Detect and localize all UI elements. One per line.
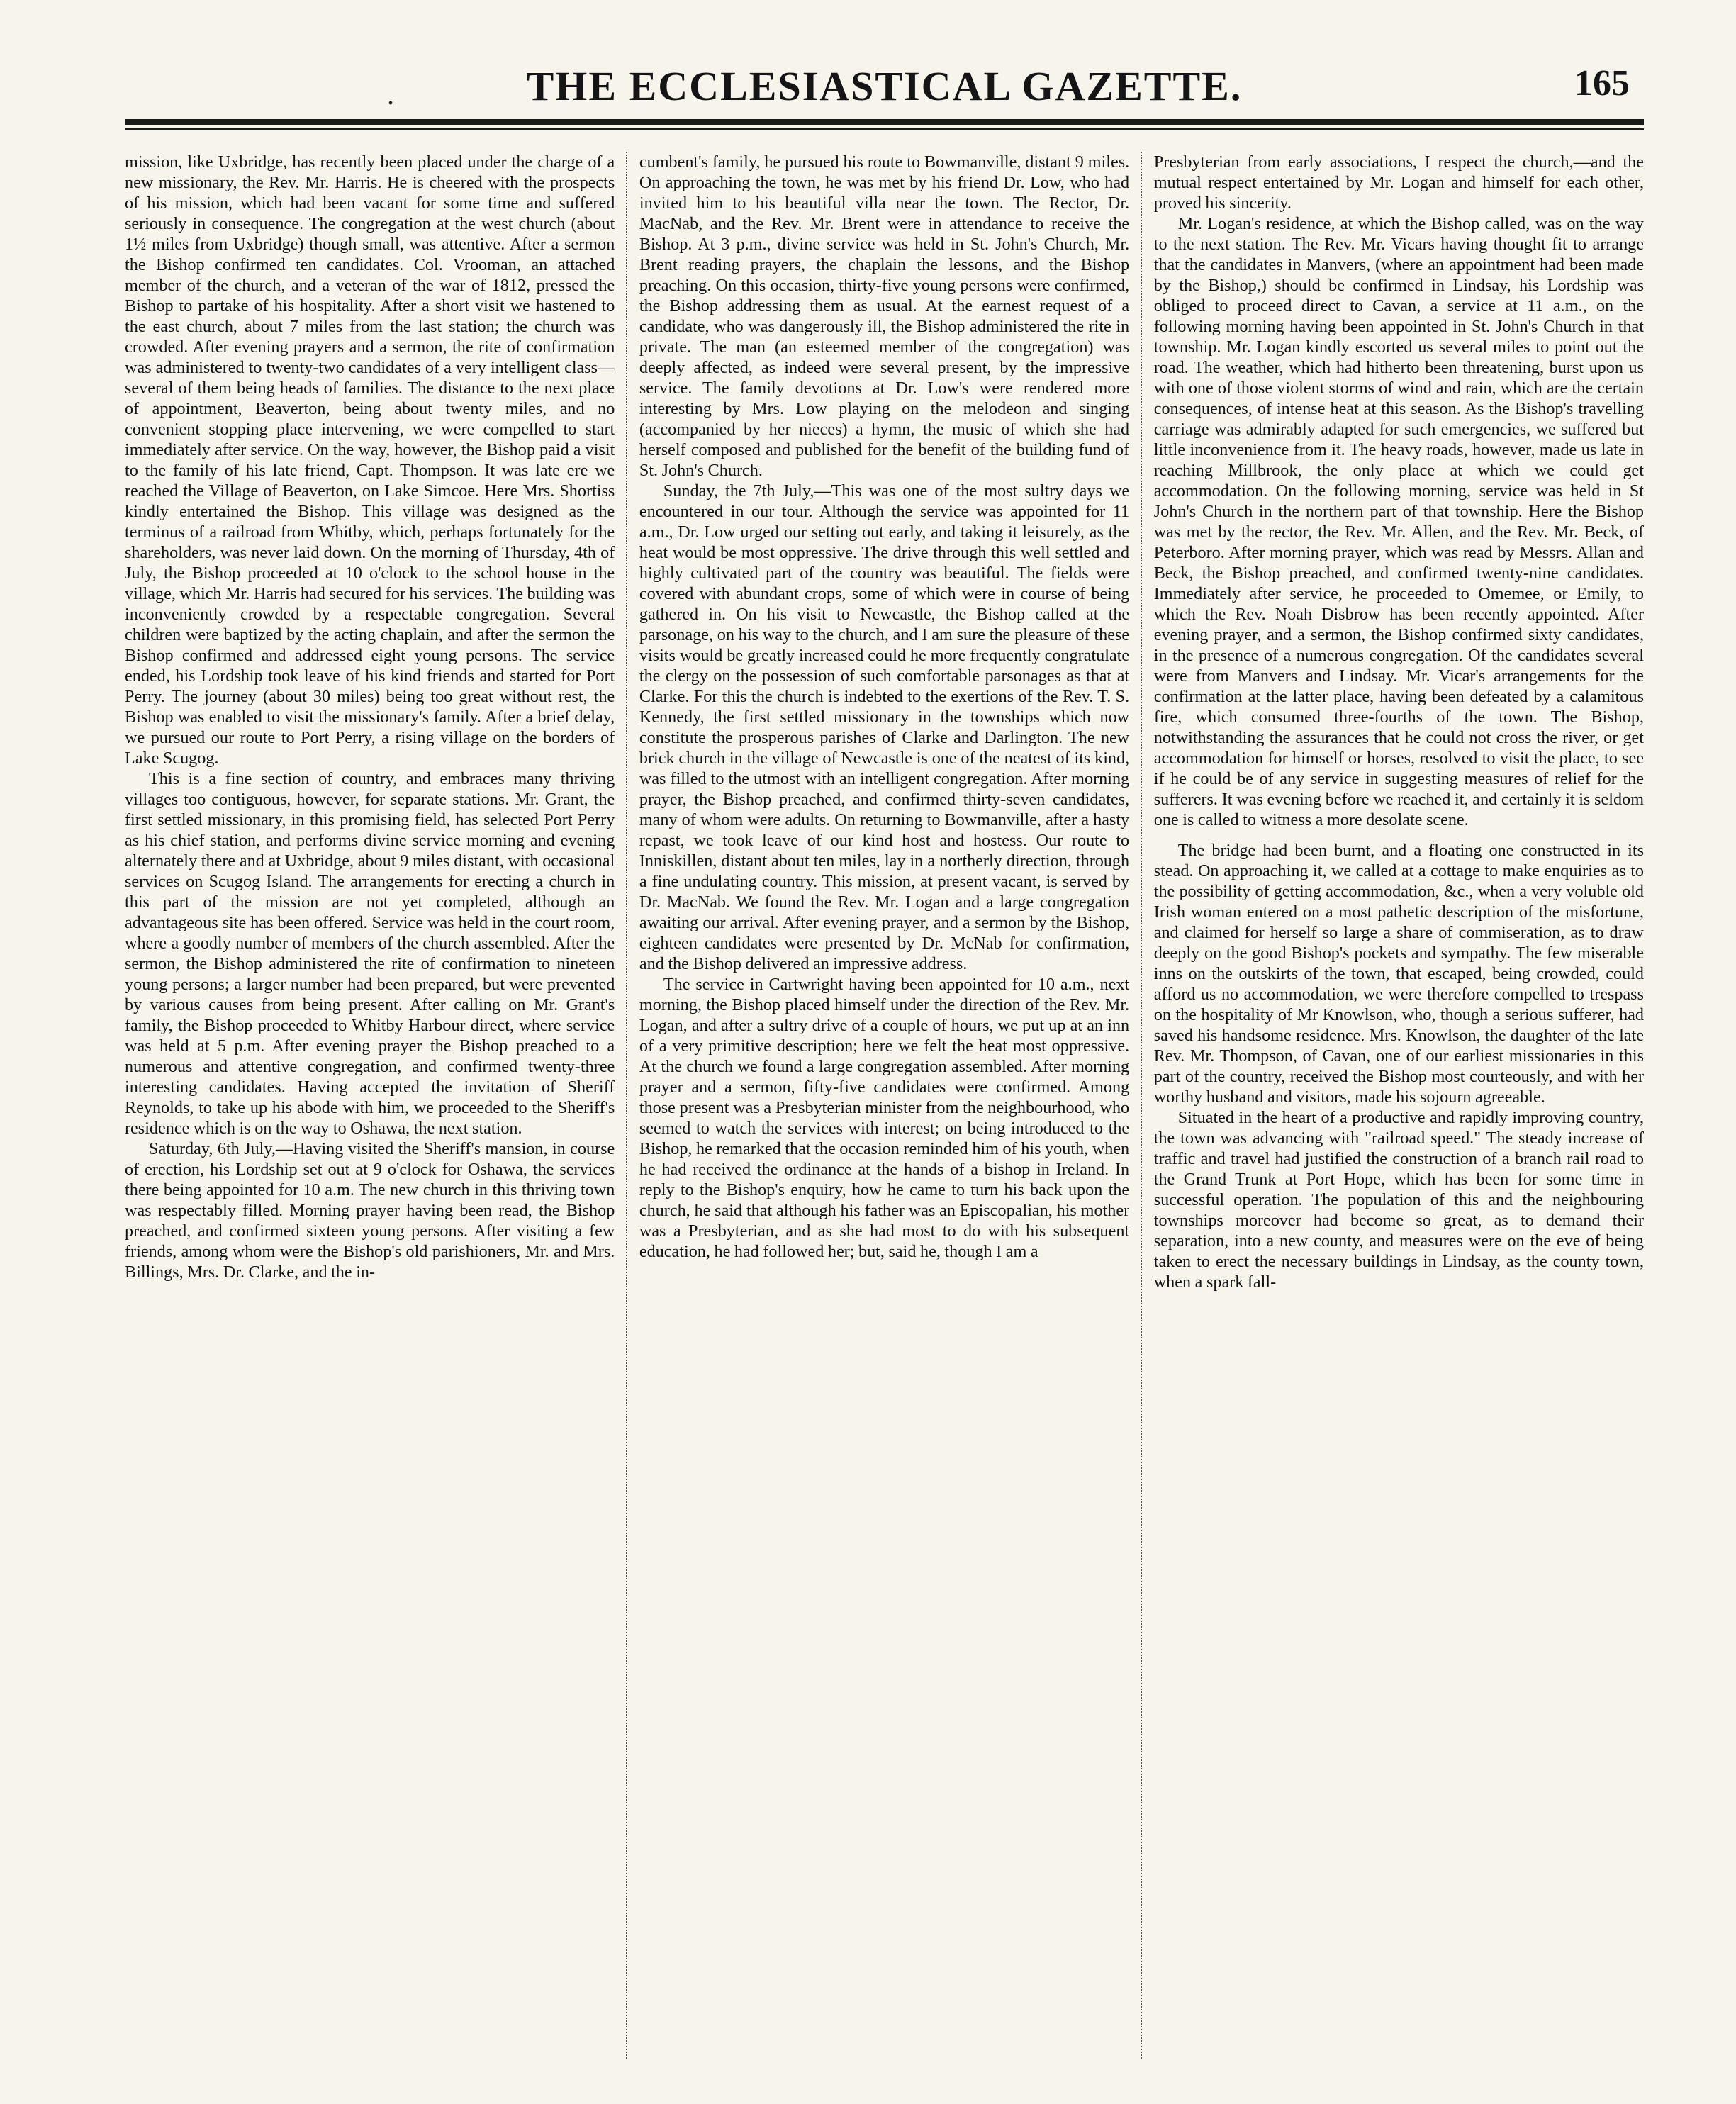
column-3 bbox=[1154, 152, 1644, 2059]
article-columns bbox=[125, 152, 1644, 2059]
header-rule-thick bbox=[125, 119, 1644, 125]
header-rule-thin bbox=[125, 128, 1644, 130]
column-divider bbox=[1129, 152, 1154, 2059]
column-1 bbox=[125, 152, 615, 2059]
paragraph: Sunday, the 7th July,—This was one of the most sultry days we encountered in our tour. Although the service was appointed for 11 a.m., Dr. Low urged our setting out early, and taking it leisurely, as the heat would be most oppressive. The drive through this well settled and highly cultivated part of the country was beautiful. The fields were covered with abundant crops, some of which were in course of being gathered in. On his visit to Newcastle, the Bishop called at the parsonage, on his way to the church, and I am sure the pleasure of these visits would be greatly increased could he more frequently congratulate the clergy on the possession of such comfortable parsonages as that at Clarke. For this the church is indebted to the exertions of the Rev. T. S. Kennedy, the first settled missionary in the townships which now constitute the prosperous parishes of Clarke and Darlington. The new brick church in the village of Newcastle is one of the neatest of its kind, was filled to the utmost with an intelligent congregation. After morning prayer, the Bishop preached, and confirmed thirty-seven candidates, many of whom were adults. On returning to Bowmanville, after a hasty repast, we took leave of our kind host and hostess. Our route to Inniskillen, distant about ten miles, lay in a northerly direction, through a fine undulating country. This mission, at present vacant, is served by Dr. MacNab. We found the Rev. Mr. Logan and a large congregation awaiting our arrival. After evening prayer, and a sermon by the Bishop, eighteen candidates were presented by Dr. McNab for confirmation, and the Bishop delivered an impressive address. bbox=[639, 481, 1130, 973]
paragraph: Saturday, 6th July,—Having visited the Sheriff's mansion, in course of erection, his Lordship set out at 9 o'clock for Oshawa, the services there being appointed for 10 a.m. The new church in this thriving town was respectably filled. Morning prayer having been read, the Bishop preached, and confirmed sixteen young persons. After visiting a few friends, among whom were the Bishop's old parishioners, Mr. and Mrs. Billings, Mrs. Dr. Clarke, and the in- bbox=[125, 1139, 615, 1282]
paragraph: Situated in the heart of a productive and rapidly improving country, the town was advancing with "railroad speed." The steady increase of traffic and travel had justified the construction of a branch rail road to the Grand Trunk at Port Hope, which has been for some time in successful operation. The population of this and the neighbouring townships moreover had become so great, as to demand their separation, into a new county, and measures were on the eve of being taken to erect the necessary buildings in Lindsay, as the county town, when a spark fall- bbox=[1153, 1108, 1645, 1292]
masthead-dot: . bbox=[387, 79, 394, 111]
column-divider bbox=[615, 152, 639, 2059]
page-number: 165 bbox=[1574, 63, 1630, 103]
page-title: THE ECCLESIASTICAL GAZETTE. bbox=[526, 63, 1243, 109]
paragraph: cumbent's family, he pursued his route to Bowmanville, distant 9 miles. On approaching the town, he was met by his friend Dr. Low, who had invited him to his beautiful villa near the town. The Rector, Dr. MacNab, and the Rev. Mr. Brent were in attendance to receive the Bishop. At 3 p.m., divine service was held in St. John's Church, Mr. Brent reading prayers, the chaplain the lessons, and the Bishop preaching. On this occasion, thirty-five young persons were confirmed, the Bishop addressing them as usual. At the earnest request of a candidate, who was dangerously ill, the Bishop administered the rite in private. The man (an esteemed member of the congregation) was deeply affected, as indeed were several present, by the impressive service. The family devotions at Dr. Low's were rendered more interesting by Mrs. Low playing on the melodeon and singing (accompanied by her nieces) a hymn, the music of which she had herself composed and published for the benefit of the building fund of St. John's Church. bbox=[639, 152, 1130, 480]
column-2 bbox=[639, 152, 1129, 2059]
paragraph: The bridge had been burnt, and a floating one constructed in its stead. On approaching it, we called at a cottage to make enquiries as to the possibility of getting accommodation, &c., when a very voluble old Irish woman entered on a most pathetic description of the misfortune, and claimed for herself so large a share of commiseration, as to draw deeply on the good Bishop's pockets and sympathy. The few miserable inns on the outskirts of the town, that escaped, being crowded, could afford us no accommodation, we were therefore compelled to trespass on the hospitality of Mr Knowlson, who, though a serious sufferer, had saved his handsome residence. Mrs. Knowlson, the daughter of the late Rev. Mr. Thompson, of Cavan, one of our earliest missionaries in this part of the country, received the Bishop most courteously, and with her worthy husband and visitors, made his sojourn agreeable. bbox=[1153, 841, 1645, 1107]
paragraph: Mr. Logan's residence, at which the Bishop called, was on the way to the next station. The Rev. Mr. Vicars having thought fit to arrange that the candidates in Manvers, (where an appointment had been made by the Bishop,) should be confirmed in Lindsay, his Lordship was obliged to proceed direct to Cavan, a service at 11 a.m., on the following morning having been appointed in St. John's Church in that township. Mr. Logan kindly escorted us several miles to point out the road. The weather, which had hitherto been threatening, burst upon us with one of those violent storms of wind and rain, which are the certain consequences, of intense heat at this season. As the Bishop's travelling carriage was admirably adapted for such emergencies, we suffered but little inconvenience from it. The heavy roads, however, made us late in reaching Millbrook, the only place at which we could get accommodation. On the following morning, service was held in St John's Church in the northern part of that township. Here the Bishop was met by the rector, the Rev. Mr. Allen, and the Rev. Mr. Beck, of Peterboro. After morning prayer, which was read by Messrs. Allan and Beck, the Bishop preached, and confirmed twenty-nine candidates. Immediately after service, he proceeded to Omemee, or Emily, to which the Rev. Noah Disbrow has been recently appointed. After evening prayer, and a sermon, the Bishop confirmed sixty candidates, in the presence of a numerous congregation. Of the candidates several were from Manvers and Lindsay. Mr. Vicar's arrangements for the confirmation at the latter place, having been defeated by a calamitous fire, which consumed three-fourths of the town. The Bishop, notwithstanding the assurances that he could not cross the river, or get accommodation for himself or horses, resolved to visit the place, to see if he could be of any service in suggesting measures of relief for the sufferers. It was evening before we reached it, and certainly it is seldom one is called to witness a more desolate scene. bbox=[1153, 214, 1645, 829]
paragraph: The service in Cartwright having been appointed for 10 a.m., next morning, the Bishop placed himself under the direction of the Rev. Mr. Logan, and after a sultry drive of a couple of hours, we put up at an inn of a very primitive description; here we felt the heat most oppressive. At the church we found a large congregation assembled. After morning prayer and a sermon, fifty-five candidates were confirmed. Among those present was a Presbyterian minister from the neighbourhood, who seemed to watch the services with interest; on being introduced to the Bishop, he remarked that the occasion reminded him of his youth, when he had received the ordinance at the hands of a bishop in Ireland. In reply to the Bishop's enquiry, how he came to turn his back upon the church, he said that although his father was an Episcopalian, his mother was a Presbyterian, and as she had most to do with his subsequent education, he had followed her; but, said he, though I am a bbox=[639, 975, 1130, 1261]
paragraph: This is a fine section of country, and embraces many thriving villages too contiguous, however, for separate stations. Mr. Grant, the first settled missionary, in this promising field, has selected Port Perry as his chief station, and performs divine service morning and evening alternately there and at Uxbridge, about 9 miles distant, with occasional services on Scugog Island. The arrangements for erecting a church in this part of the mission are not yet completed, although an advantageous site has been offered. Service was held in the court room, where a goodly number of members of the church assembled. After the sermon, the Bishop administered the rite of confirmation to nineteen young persons; a larger number had been prepared, but were prevented by various causes from being present. After calling on Mr. Grant's family, the Bishop proceeded to Whitby Harbour direct, where service was held at 5 p.m. After evening prayer the Bishop preached to a numerous and attentive congregation, and confirmed twenty-three interesting candidates. Having accepted the invitation of Sheriff Reynolds, to take up his abode with him, we proceeded to the Sheriff's residence which is on the way to Oshawa, the next station. bbox=[125, 769, 615, 1138]
paragraph: Presbyterian from early associations, I respect the church,—and the mutual respect entertained by Mr. Logan and himself for each other, proved his sincerity. bbox=[1153, 152, 1645, 213]
masthead bbox=[125, 50, 1644, 113]
paragraph: mission, like Uxbridge, has recently been placed under the charge of a new missionary, the Rev. Mr. Harris. He is cheered with the prospects of his mission, which had been vacant for some time and suffered seriously in consequence. The congregation at the west church (about 1½ miles from Uxbridge) though small, was attentive. After a sermon the Bishop confirmed ten candidates. Col. Vrooman, an attached member of the church, and a veteran of the war of 1812, pressed the Bishop to partake of his hospitality. After a short visit we hastened to the east church, about 7 miles from the last station; the church was crowded. After evening prayers and a sermon, the rite of confirmation was administered to twenty-two candidates of a very intelligent class—several of them being heads of families. The distance to the next place of appointment, Beaverton, being about twenty miles, and no convenient stopping place intervening, we were compelled to start immediately after service. On the way, however, the Bishop paid a visit to the family of his late friend, Capt. Thompson. It was late ere we reached the Village of Beaverton, on Lake Simcoe. Here Mrs. Shortiss kindly entertained the Bishop. This village was designed as the terminus of a railroad from Whitby, which, perhaps fortunately for the shareholders, was never laid down. On the morning of Thursday, 4th of July, the Bishop proceeded at 10 o'clock to the school house in the village, which Mr. Harris had secured for his services. The building was inconveniently crowded by a respectable congregation. Several children were baptized by the acting chaplain, and after the sermon the Bishop confirmed and addressed eight young persons. The service ended, his Lordship took leave of his kind friends and started for Port Perry. The journey (about 30 miles) being too great without rest, the Bishop was enabled to visit the missionary's family. After a brief delay, we pursued our route to Port Perry, a rising village on the borders of Lake Scugog. bbox=[125, 152, 615, 768]
